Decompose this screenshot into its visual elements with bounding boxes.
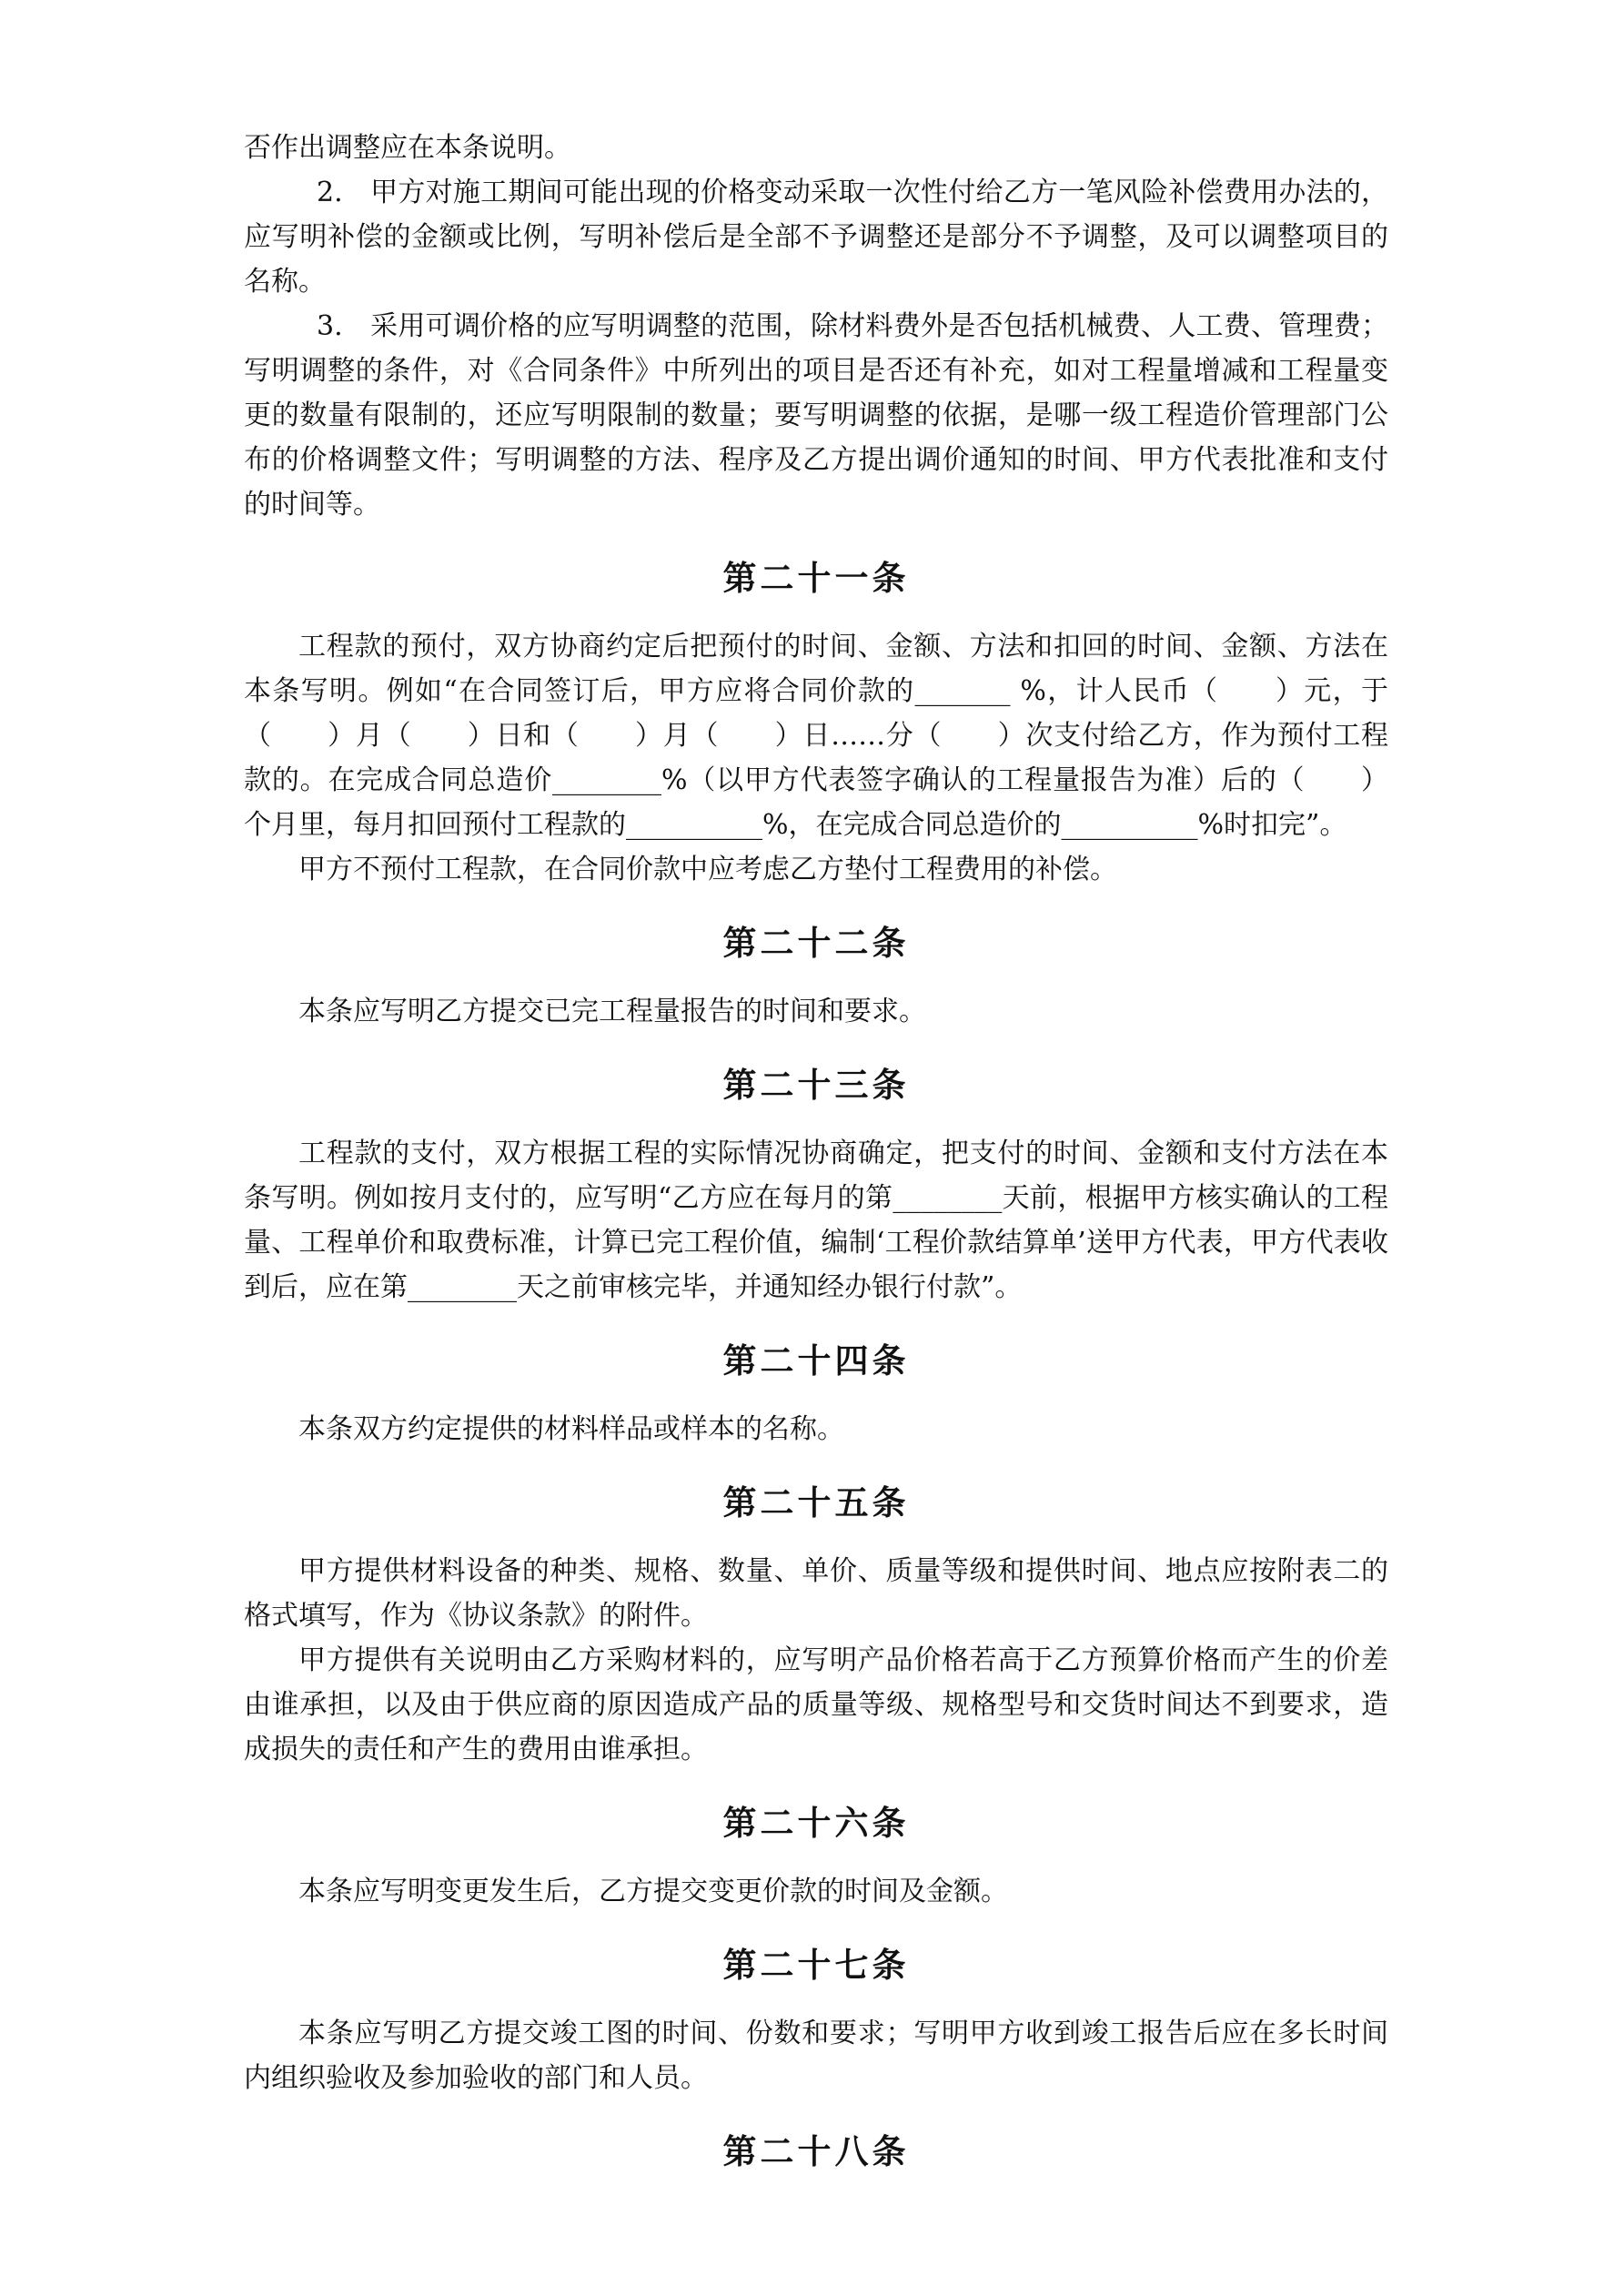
section-heading-27: 第二十七条: [722, 1946, 910, 1985]
section-24-paragraph-1: 本条双方约定提供的材料样品或样本的名称。: [298, 1413, 844, 1445]
section-21-paragraph-1: 工程款的预付，双方协商约定后把预付的时间、金额、方法和扣回的时间、金额、方法在本条写明。例如“在合同签订后，甲方应将合同价款的_______ %，计人民币（ ）元，于（ ）月（ ）日和（ ）月（ ）日……分（ ）次支付给乙方，作为预付工程款的。在完成合同总造价________%（以甲方代表签字确认的工程量报告为准）后的（ ）个月里，每月扣回预付工程款的__________%，在完成合同总造价的__________%时扣完”。: [244, 631, 1388, 841]
section-heading-23: 第二十三条: [722, 1066, 910, 1105]
section-27-paragraph-1: 本条应写明乙方提交竣工图的时间、份数和要求；写明甲方收到竣工报告后应在多长时间内组织验收及参加验收的部门和人员。: [244, 2018, 1388, 2094]
paragraph-item-2: 2. 甲方对施工期间可能出现的价格变动采取一次性付给乙方一笔风险补偿费用办法的，应写明补偿的金额或比例，写明补偿后是全部不予调整还是部分不予调整，及可以调整项目的名称。: [244, 177, 1388, 298]
section-heading-25: 第二十五条: [722, 1483, 910, 1522]
paragraph-item-3: 3. 采用可调价格的应写明调整的范围，除材料费外是否包括机械费、人工费、管理费；写明调整的条件，对《合同条件》中所列出的项目是否还有补充，如对工程量增减和工程量变更的数量有限制的，还应写明限制的数量；要写明调整的依据，是哪一级工程造价管理部门公布的价格调整文件；写明调整的方法、程序及乙方提出调价通知的时间、甲方代表批准和支付的时间等。: [244, 310, 1388, 521]
section-23-paragraph-1: 工程款的支付，双方根据工程的实际情况协商确定，把支付的时间、金额和支付方法在本条写明。例如按月支付的，应写明“乙方应在每月的第________天前，根据甲方核实确认的工程量、工程单价和取费标准，计算已完工程价值，编制‘工程价款结算单’送甲方代表，甲方代表收到后，应在第________天之前审核完毕，并通知经办银行付款”。: [244, 1138, 1388, 1303]
document-page: [244, 126, 1388, 2174]
section-heading-24: 第二十四条: [722, 1341, 910, 1381]
section-25-paragraph-2: 甲方提供有关说明由乙方采购材料的，应写明产品价格若高于乙方预算价格而产生的价差由谁承担，以及由于供应商的原因造成产品的质量等级、规格型号和交货时间达不到要求，造成损失的责任和产生的费用由谁承担。: [244, 1644, 1388, 1765]
section-21-paragraph-2: 甲方不预付工程款，在合同价款中应考虑乙方垫付工程费用的补偿。: [298, 854, 1117, 885]
section-heading-28: 第二十八条: [722, 2132, 910, 2171]
section-heading-21: 第二十一条: [722, 559, 910, 598]
section-25-paragraph-1: 甲方提供材料设备的种类、规格、数量、单价、质量等级和提供时间、地点应按附表二的格式填写，作为《协议条款》的附件。: [244, 1555, 1388, 1632]
section-22-paragraph-1: 本条应写明乙方提交已完工程量报告的时间和要求。: [298, 996, 926, 1027]
paragraph-continuation: 否作出调整应在本条说明。: [244, 132, 571, 164]
section-heading-26: 第二十六条: [722, 1804, 910, 1843]
section-26-paragraph-1: 本条应写明变更发生后，乙方提交变更价款的时间及金额。: [298, 1876, 1008, 1907]
section-heading-22: 第二十二条: [722, 924, 910, 963]
